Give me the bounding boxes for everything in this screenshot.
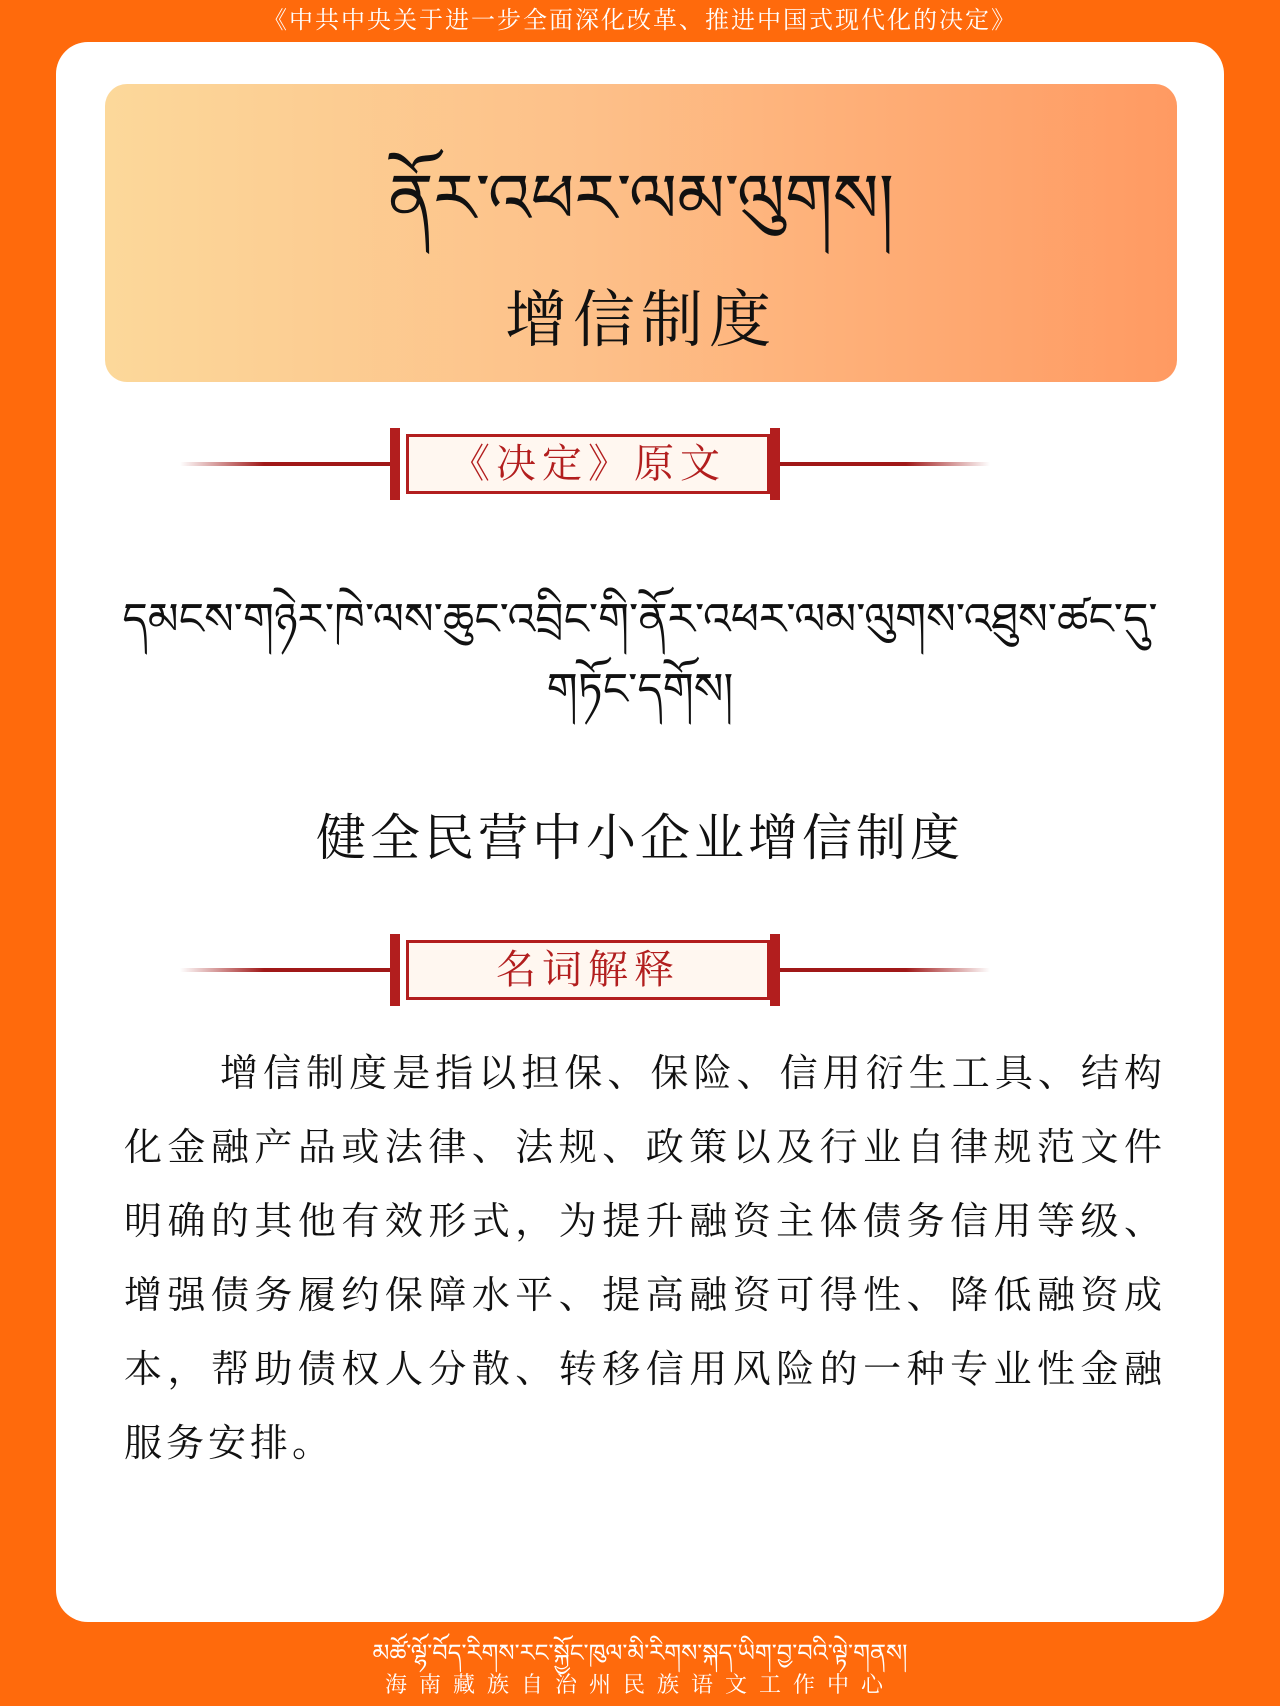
original-text-tibetan: དམངས་གཉེར་ཁེ་ལས་ཆུང་འབྲིང་གི་ནོར་འཕར་ལམ་ལུགས་འཐུས་ཚང་དུ་གཏོང་དགོས། <box>122 594 1158 715</box>
footer-chinese: 海南藏族自治州民族语文工作中心 <box>384 1673 895 1698</box>
title-tibetan: ནོར་འཕར་ལམ་ལུགས། <box>388 160 894 239</box>
divider-line-left <box>180 968 390 972</box>
section-header-glossary <box>180 934 990 1006</box>
divider-line-right <box>780 462 990 466</box>
section-label-glossary: 名词解释 <box>406 940 770 1000</box>
divider-line-left <box>180 462 390 466</box>
header-cap-left <box>390 934 400 1006</box>
title-chinese: 增信制度 <box>504 283 777 356</box>
divider-line-right <box>780 968 990 972</box>
header-cap-left <box>390 428 400 500</box>
footer <box>0 1636 1280 1702</box>
section-header-original <box>180 428 990 500</box>
section-label-original: 《决定》原文 <box>406 434 770 494</box>
explanation-paragraph: 增信制度是指以担保、保险、信用衍生工具、结构化金融产品或法律、法规、政策以及行业自律规范文件明确的其他有效形式，为提升融资主体债务信用等级、增强债务履约保障水平、提高融资可得性、降低融资成本，帮助债权人分散、转移信用风险的一种专业性金融服务安排。 <box>124 1051 1166 1465</box>
document-banner: 《中共中央关于进一步全面深化改革、推进中国式现代化的决定》 <box>263 6 1017 34</box>
original-text-chinese: 健全民营中小企业增信制度 <box>316 809 964 867</box>
header-cap-right <box>770 428 780 500</box>
footer-tibetan: མཚོ་ལྷོ་བོད་རིགས་རང་སྐྱོང་ཁུལ་མི་རིགས་སྐད་ཡིག་བྱ་བའི་ལྟེ་གནས། <box>372 1639 908 1667</box>
title-box <box>105 84 1177 382</box>
header-cap-right <box>770 934 780 1006</box>
